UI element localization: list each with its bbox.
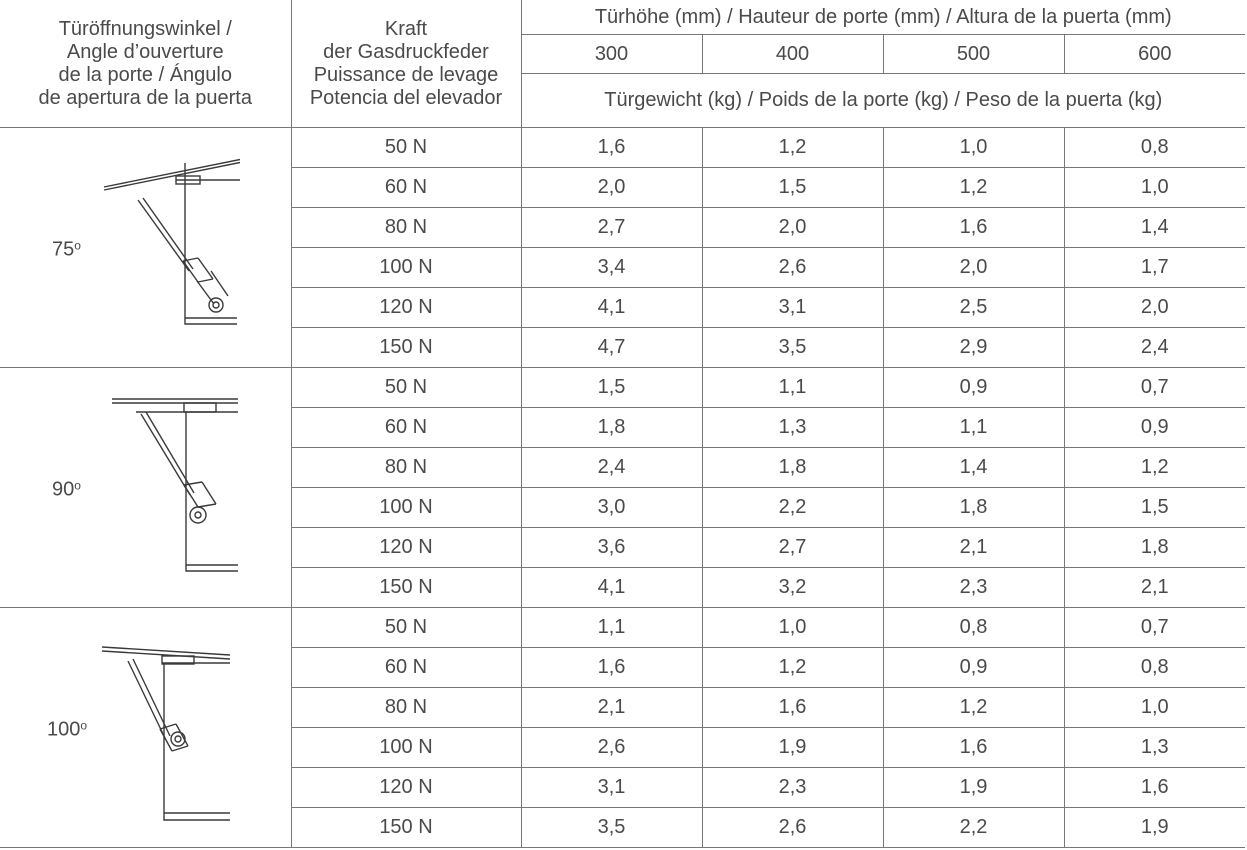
weight-cell: 3,1: [702, 288, 883, 328]
weight-cell: 1,5: [702, 168, 883, 208]
weight-cell: 2,1: [883, 528, 1064, 568]
force-cell: 120 N: [291, 288, 521, 328]
weight-cell: 3,1: [521, 768, 702, 808]
weight-cell: 1,0: [883, 128, 1064, 168]
weight-cell: 1,2: [702, 648, 883, 688]
weight-cell: 2,4: [521, 448, 702, 488]
weight-cell: 4,7: [521, 328, 702, 368]
force-cell: 100 N: [291, 488, 521, 528]
weight-cell: 1,3: [1064, 728, 1245, 768]
weight-cell: 1,5: [1064, 488, 1245, 528]
degree-symbol: o: [74, 238, 81, 252]
weight-cell: 1,9: [1064, 808, 1245, 848]
weight-cell: 1,2: [883, 168, 1064, 208]
weight-cell: 1,6: [1064, 768, 1245, 808]
header-height-value: 300: [521, 35, 702, 74]
header-door-height: Türhöhe (mm) / Hauteur de porte (mm) / Altura de la puerta (mm): [521, 0, 1245, 35]
force-cell: 120 N: [291, 528, 521, 568]
weight-cell: 1,6: [521, 128, 702, 168]
force-cell: 50 N: [291, 128, 521, 168]
header-height-value: 400: [702, 35, 883, 74]
weight-cell: 2,2: [702, 488, 883, 528]
weight-cell: 3,2: [702, 568, 883, 608]
angle-group-cell: [0, 368, 291, 608]
force-cell: 80 N: [291, 448, 521, 488]
weight-cell: 1,5: [521, 368, 702, 408]
weight-cell: 0,8: [1064, 128, 1245, 168]
degree-symbol: o: [74, 478, 81, 492]
force-cell: 80 N: [291, 688, 521, 728]
weight-cell: 1,9: [702, 728, 883, 768]
angle-group-cell: [0, 608, 291, 848]
table-row: [0, 608, 1245, 648]
weight-cell: 0,9: [883, 368, 1064, 408]
weight-cell: 2,7: [702, 528, 883, 568]
weight-cell: 1,8: [1064, 528, 1245, 568]
weight-cell: 1,6: [883, 728, 1064, 768]
weight-cell: 0,8: [883, 608, 1064, 648]
force-cell: 50 N: [291, 368, 521, 408]
force-cell: 150 N: [291, 808, 521, 848]
weight-cell: 4,1: [521, 568, 702, 608]
weight-cell: 2,7: [521, 208, 702, 248]
weight-cell: 2,6: [702, 248, 883, 288]
weight-cell: 3,0: [521, 488, 702, 528]
weight-cell: 0,9: [883, 648, 1064, 688]
weight-cell: 0,7: [1064, 368, 1245, 408]
weight-cell: 1,8: [702, 448, 883, 488]
weight-cell: 2,0: [702, 208, 883, 248]
table-row: [0, 368, 1245, 408]
weight-cell: 3,4: [521, 248, 702, 288]
header-force: Kraft der Gasdruckfeder Puissance de levage Potencia del elevador: [291, 0, 521, 128]
weight-cell: 1,0: [1064, 168, 1245, 208]
header-row-height: [0, 0, 1245, 35]
angle-value: 100: [47, 718, 81, 740]
header-height-value: 600: [1064, 35, 1245, 74]
weight-cell: 1,6: [702, 688, 883, 728]
weight-cell: 1,4: [883, 448, 1064, 488]
gas-strut-75-icon: [100, 146, 240, 361]
weight-cell: 1,7: [1064, 248, 1245, 288]
header-angle: Türöffnungswinkel / Angle d’ouverture de la porte / Ángulo de apertura de la puerta: [0, 0, 291, 128]
weight-cell: 0,7: [1064, 608, 1245, 648]
weight-cell: 2,6: [702, 808, 883, 848]
weight-cell: 2,0: [883, 248, 1064, 288]
weight-cell: 2,6: [521, 728, 702, 768]
weight-cell: 1,3: [702, 408, 883, 448]
table-row: [0, 128, 1245, 168]
angle-group-cell: [0, 128, 291, 368]
force-cell: 50 N: [291, 608, 521, 648]
angle-value: 90: [52, 478, 75, 500]
weight-cell: 1,4: [1064, 208, 1245, 248]
weight-cell: 1,2: [883, 688, 1064, 728]
weight-cell: 1,1: [702, 368, 883, 408]
weight-cell: 0,9: [1064, 408, 1245, 448]
weight-cell: 1,8: [521, 408, 702, 448]
angle-label: [47, 714, 87, 741]
weight-cell: 1,0: [702, 608, 883, 648]
force-cell: 100 N: [291, 248, 521, 288]
gas-strut-100-icon: [98, 635, 238, 835]
weight-cell: 2,4: [1064, 328, 1245, 368]
force-cell: 60 N: [291, 408, 521, 448]
degree-symbol: o: [80, 718, 88, 732]
weight-cell: 2,2: [883, 808, 1064, 848]
gas-strut-90-icon: [108, 387, 248, 599]
weight-cell: 1,6: [883, 208, 1064, 248]
weight-cell: 1,1: [883, 408, 1064, 448]
header-height-value: 500: [883, 35, 1064, 74]
angle-label: [52, 474, 81, 501]
force-cell: 150 N: [291, 568, 521, 608]
weight-cell: 1,9: [883, 768, 1064, 808]
weight-cell: 1,6: [521, 648, 702, 688]
weight-cell: 2,3: [883, 568, 1064, 608]
angle-label: [52, 234, 81, 261]
angle-value: 75: [52, 238, 75, 260]
weight-cell: 0,8: [1064, 648, 1245, 688]
weight-cell: 2,0: [521, 168, 702, 208]
weight-cell: 3,5: [702, 328, 883, 368]
weight-cell: 4,1: [521, 288, 702, 328]
weight-cell: 2,1: [521, 688, 702, 728]
weight-cell: 3,6: [521, 528, 702, 568]
header-door-weight: Türgewicht (kg) / Poids de la porte (kg) / Peso de la puerta (kg): [521, 74, 1245, 128]
weight-cell: 2,1: [1064, 568, 1245, 608]
weight-cell: 2,0: [1064, 288, 1245, 328]
weight-cell: 2,9: [883, 328, 1064, 368]
weight-cell: 2,3: [702, 768, 883, 808]
weight-cell: 1,2: [1064, 448, 1245, 488]
weight-cell: 1,8: [883, 488, 1064, 528]
weight-cell: 2,5: [883, 288, 1064, 328]
force-cell: 120 N: [291, 768, 521, 808]
force-cell: 60 N: [291, 648, 521, 688]
force-cell: 80 N: [291, 208, 521, 248]
weight-cell: 1,1: [521, 608, 702, 648]
weight-cell: 3,5: [521, 808, 702, 848]
force-cell: 60 N: [291, 168, 521, 208]
force-cell: 100 N: [291, 728, 521, 768]
weight-cell: 1,2: [702, 128, 883, 168]
weight-cell: 1,0: [1064, 688, 1245, 728]
force-cell: 150 N: [291, 328, 521, 368]
